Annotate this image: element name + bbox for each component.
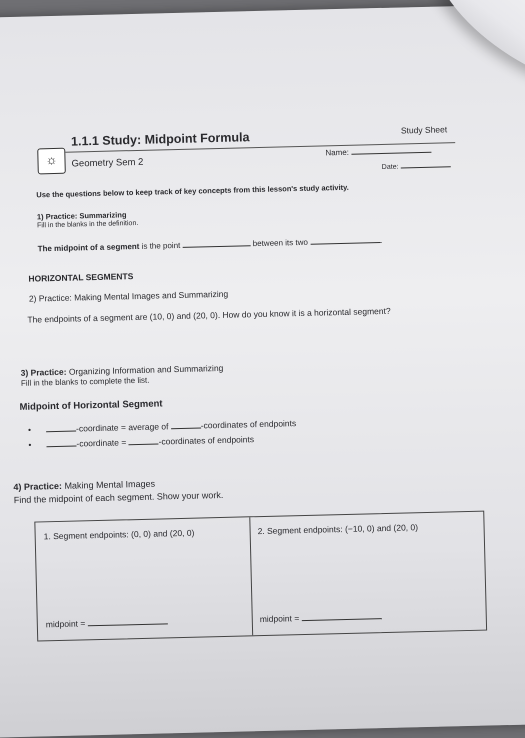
midpoint-label: midpoint =	[259, 613, 300, 625]
practice-1-subheading: Fill in the blanks in the definition.	[37, 219, 139, 230]
bullet: •	[28, 439, 32, 450]
instructions: Use the questions below to keep track of key concepts from this lesson's study activity.	[36, 182, 349, 200]
problem-1-answer[interactable]	[46, 616, 168, 629]
list-text-2b: -coordinates of endpoints	[158, 434, 255, 447]
problem-1-label: 1. Segment endpoints: (0, 0) and (20, 0)	[43, 527, 195, 542]
list-text-2a: -coordinate =	[76, 437, 129, 449]
bullet: •	[27, 424, 32, 435]
course-logo-icon: ☼	[37, 148, 66, 175]
table-divider	[249, 517, 253, 635]
practice-3-title: Organizing Information and Summarizing	[66, 362, 224, 377]
list-title: Midpoint of Horizontal Segment	[19, 398, 163, 413]
practice-4-title: Making Mental Images	[61, 478, 156, 491]
practice-3-label: 3) Practice:	[20, 366, 67, 378]
list-text-1b: -coordinates of endpoints	[200, 418, 297, 431]
list-blank-4[interactable]	[129, 444, 159, 446]
list-item	[28, 418, 296, 435]
problem-2-answer[interactable]	[260, 611, 382, 624]
definition-end: .	[379, 235, 383, 246]
definition-blank-2[interactable]	[310, 242, 380, 245]
course-name: Geometry Sem 2	[71, 156, 144, 170]
practice-1-heading: 1) Practice: Summarizing	[36, 210, 127, 222]
date-field[interactable]	[382, 162, 451, 171]
midpoint-blank-1[interactable]	[88, 623, 168, 626]
problem-2-label: 2. Segment endpoints: (−10, 0) and (20, 0)	[257, 522, 419, 537]
definition-text-1: is the point	[139, 240, 183, 251]
list-blank-1[interactable]	[46, 431, 76, 433]
problem-table	[34, 511, 487, 642]
practice-4-heading	[13, 479, 155, 492]
study-sheet-label: Study Sheet	[400, 124, 448, 136]
midpoint-label: midpoint =	[45, 618, 86, 630]
name-field[interactable]	[325, 146, 431, 158]
practice-3-subheading: Fill in the blanks to complete the list.	[20, 375, 150, 388]
name-label: Name:	[325, 147, 350, 158]
worksheet-page	[0, 3, 525, 737]
practice-4-subheading: Find the midpoint of each segment. Show your work.	[13, 489, 224, 506]
practice-2-question: The endpoints of a segment are (10, 0) and (20, 0). How do you know it is a horizontal segment?	[27, 305, 391, 325]
worksheet-title: 1.1.1 Study: Midpoint Formula	[70, 130, 250, 149]
date-label: Date:	[381, 163, 399, 171]
list-item	[28, 434, 254, 450]
practice-4-label: 4) Practice:	[13, 480, 63, 493]
list-blank-3[interactable]	[46, 446, 76, 448]
list-text-1a: -coordinate = average of	[75, 421, 171, 434]
section-heading: HORIZONTAL SEGMENTS	[28, 271, 134, 284]
date-blank[interactable]	[400, 166, 450, 168]
name-blank[interactable]	[351, 152, 431, 155]
definition-blank-1[interactable]	[183, 245, 251, 248]
definition-text-2: between its two	[250, 237, 311, 249]
midpoint-definition	[38, 236, 383, 253]
midpoint-blank-2[interactable]	[302, 618, 382, 621]
definition-term: The midpoint of a segment	[37, 241, 140, 254]
practice-2-heading: 2) Practice: Making Mental Images and Summarizing	[28, 288, 229, 304]
list-blank-2[interactable]	[171, 427, 201, 429]
